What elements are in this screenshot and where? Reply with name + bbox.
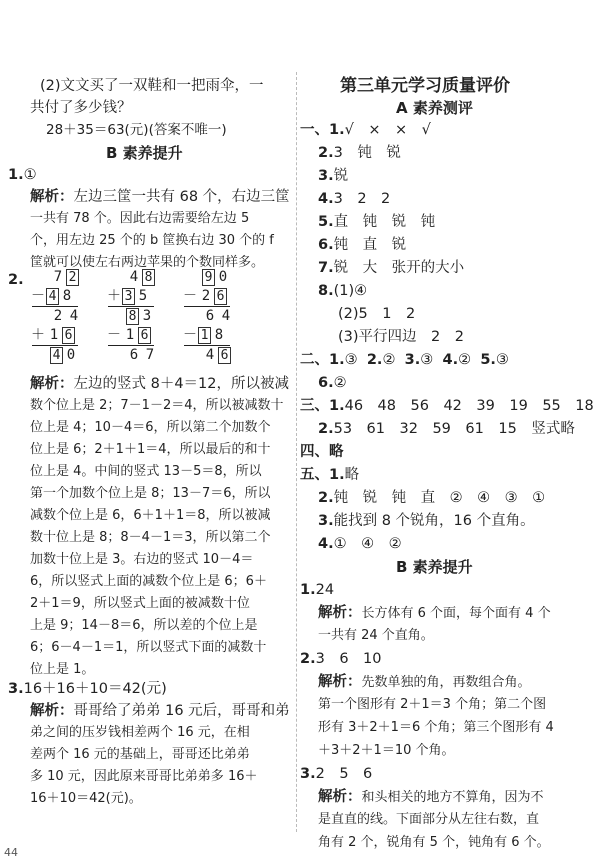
q2-jiexi-line xyxy=(30,374,289,394)
q2-answer: 28＋35＝63(元)(答案不唯一) xyxy=(46,122,227,138)
q3-answer-line xyxy=(8,679,167,699)
part1-q5-answer: 直 钝 锐 钝 xyxy=(333,214,436,230)
part1-q6-answer: 钝 直 锐 xyxy=(333,237,407,253)
q1-number: 1. xyxy=(8,167,24,183)
part1-q6 xyxy=(318,235,406,255)
b2-answer: 2.3 6 10 xyxy=(300,651,382,667)
b2-jiexi-line: 解析：先数单独的角，再数组合角。 xyxy=(318,674,531,690)
q2-jiexi-line: 位上是 6；2＋1＋1＝4，所以最后的和十 xyxy=(30,442,271,457)
part1-q1 xyxy=(300,120,431,140)
answer-box: 9 xyxy=(202,269,215,286)
q2-number: 2. xyxy=(8,272,24,288)
q3-jiexi-text: 哥哥给了弟弟 16 元后，哥哥和弟 xyxy=(73,703,290,719)
answer-box: 8 xyxy=(126,308,139,325)
b2-jiexi-line: ＋3＋2＋1＝10 个角。 xyxy=(318,743,455,758)
answer-box: 6 xyxy=(218,347,231,364)
part1-q3 xyxy=(318,166,348,186)
part1-q1-answer: √ × × √ xyxy=(344,122,431,138)
part1-q4-answer: 3 2 2 xyxy=(333,191,391,207)
q3-jiexi-line: 16＋10＝42(元)。 xyxy=(30,791,142,806)
part3-q2: 2.53 61 32 59 61 15 竖式略 xyxy=(318,421,575,437)
page-number: 44 xyxy=(4,846,18,859)
answer-box: 8 xyxy=(142,269,155,286)
part5-q1: 五、1.略 xyxy=(300,467,360,483)
q3-jiexi-line: 差两个 16 元的基础上，哥哥还比弟弟 xyxy=(30,747,250,762)
q1-answer: ① xyxy=(23,167,37,183)
part1-q2 xyxy=(318,143,401,163)
b1-jiexi-line: 解析：长方体有 6 个面，每个面有 4 个 xyxy=(318,605,551,621)
part1-q7-answer: 锐 大 张开的大小 xyxy=(333,260,465,276)
part3-q1: 三、1.46 48 56 42 39 19 55 18 xyxy=(300,398,594,414)
b3-jiexi-line: 角有 2 个，锐角有 5 个，钝角有 6 个。 xyxy=(318,835,550,850)
b1-jiexi-line: 一共有 24 个直角。 xyxy=(318,628,434,643)
part1-q8-line2: (2)5 1 2 xyxy=(338,306,416,322)
q1-jiexi-line xyxy=(30,187,290,207)
part1-q2-number: 2. xyxy=(318,145,334,161)
q2-jiexi-line: 数个位上是 2；7－1－2＝4，所以被减数十 xyxy=(30,398,284,413)
part1-q8-line3: (3)平行四边 2 2 xyxy=(338,329,464,345)
part1-q4 xyxy=(318,189,390,209)
q2-jiexi-line: 2＋1＝9，所以竖式上面的被减数十位 xyxy=(30,596,250,611)
part1-q8 xyxy=(318,281,367,301)
vertical-calc-1: 7 2 － 4 8 2 4 ＋ 1 6 4 0 xyxy=(31,269,79,363)
section-b-title-left: B 素养提升 xyxy=(106,144,183,162)
part1-q2-answer: 3 钝 锐 xyxy=(333,145,401,161)
q2-jiexi-line: 加数十位上是 3。右边的竖式 10－4＝ xyxy=(30,552,254,567)
answer-box: 1 xyxy=(198,327,211,344)
part1-q6-number: 6. xyxy=(318,237,334,253)
answer-box: 6 xyxy=(62,327,75,344)
part5-q3: 3.能找到 8 个锐角，16 个直角。 xyxy=(318,513,535,529)
part4: 四、略 xyxy=(300,444,344,460)
q1-answer-line xyxy=(8,165,37,185)
b2-jiexi-line: 第一个图形有 2＋1＝3 个角；第二个图 xyxy=(318,697,547,712)
q1-jiexi-line: 个，用左边 25 个的 b 筐换右边 30 个的 f xyxy=(30,233,274,248)
b3-jiexi-line: 是直直的线。下面部分从左往右数，直 xyxy=(318,812,540,827)
q3-jiexi-label: 解析： xyxy=(30,703,74,719)
q3-jiexi-line xyxy=(30,701,290,721)
q2-jiexi-line: 位上是 4。中间的竖式 13－5＝8，所以 xyxy=(30,464,262,479)
q3-jiexi-line: 多 10 元，因此原来哥哥比弟弟多 16＋ xyxy=(30,769,258,784)
part1-q8-line1: (1)④ xyxy=(333,283,368,299)
q3-answer: 16＋16＋10＝42(元) xyxy=(23,681,167,697)
part1-q7-number: 7. xyxy=(318,260,334,276)
q1-jiexi-label: 解析： xyxy=(30,189,74,205)
q3-number: 3. xyxy=(8,681,24,697)
q2-jiexi-line: 第一个加数个位上是 8；13－7＝6，所以 xyxy=(30,486,271,501)
answer-box: 6 xyxy=(138,327,151,344)
part2-q6: 6.② xyxy=(318,375,347,391)
q2-jiexi-line: 位上是 1。 xyxy=(30,662,95,677)
q1-jiexi-text: 左边三筐一共有 68 个，右边三筐 xyxy=(73,189,290,205)
q1-jiexi-line: 一共有 78 个。因此右边需要给左边 5 xyxy=(30,211,250,226)
answer-box: 3 xyxy=(122,288,135,305)
answer-box: 4 xyxy=(50,347,63,364)
q2-text-line2: 共付了多少钱？ xyxy=(30,100,132,116)
part1-q8-number: 8. xyxy=(318,283,334,299)
answer-box: 6 xyxy=(214,288,227,305)
section-a-title: A 素养测评 xyxy=(396,99,473,117)
section-b-title-right: B 素养提升 xyxy=(396,558,473,576)
part1-q5 xyxy=(318,212,435,232)
q2-jiexi-line: 上是 9；14－8＝6，所以差的个位上是 xyxy=(30,618,258,633)
part1-q7 xyxy=(318,258,464,278)
part1-q5-number: 5. xyxy=(318,214,334,230)
part1-q3-answer: 锐 xyxy=(333,168,349,184)
q2-jiexi-line: 位上是 4；10－4＝6，所以第二个加数个 xyxy=(30,420,271,435)
vertical-calc-3: 9 0 － 2 6 6 4 － 1 8 4 6 xyxy=(183,269,231,363)
q2-jiexi-line: 数十位上是 8；8－4－1＝3，所以第二个 xyxy=(30,530,271,545)
part5-q4: 4.① ④ ② xyxy=(318,536,402,552)
part2-prefix: 二、 xyxy=(300,352,329,368)
b3-jiexi-line: 解析：和头相关的地方不算角，因为不 xyxy=(318,789,544,805)
q2-jiexi-line: 减数个位上是 6，6＋1＋1＝8，所以被减 xyxy=(30,508,271,523)
part1-q3-number: 3. xyxy=(318,168,334,184)
part5-q2: 2.钝 锐 钝 直 ② ④ ③ ① xyxy=(318,490,546,506)
q1-jiexi-line: 筐就可以使左右两边苹果的个数同样多。 xyxy=(30,255,265,270)
b2-jiexi-line: 形有 3＋2＋1＝6 个角；第三个图形有 4 xyxy=(318,720,554,735)
b3-answer: 3.2 5 6 xyxy=(300,766,373,782)
q2-text-line1: (2)文文买了一双鞋和一把雨伞，一 xyxy=(40,78,264,94)
q2-jiexi-line: 6，所以竖式上面的减数个位上是 6；6＋ xyxy=(30,574,267,589)
part1-q1-number: 一、1. xyxy=(300,122,345,138)
part2-row: 二、1.③ 2.② 3.③ 4.② 5.③ xyxy=(300,352,509,368)
q2-jiexi-text: 左边的竖式 8＋4＝12，所以被减 xyxy=(73,376,290,392)
column-divider xyxy=(296,72,297,832)
q2-jiexi-label: 解析： xyxy=(30,376,74,392)
unit-title: 第三单元学习质量评价 xyxy=(340,76,510,96)
answer-box: 2 xyxy=(66,269,79,286)
b1-answer: 1.24 xyxy=(300,582,335,598)
part1-q4-number: 4. xyxy=(318,191,334,207)
q3-jiexi-line: 弟之间的压岁钱相差两个 16 元，在相 xyxy=(30,725,250,740)
vertical-calc-2: 4 8 ＋ 3 5 8 3 － 1 6 6 7 xyxy=(107,269,155,363)
answer-box: 4 xyxy=(46,288,59,305)
q2-jiexi-line: 6；6－4－1＝1，所以竖式下面的减数十 xyxy=(30,640,267,655)
